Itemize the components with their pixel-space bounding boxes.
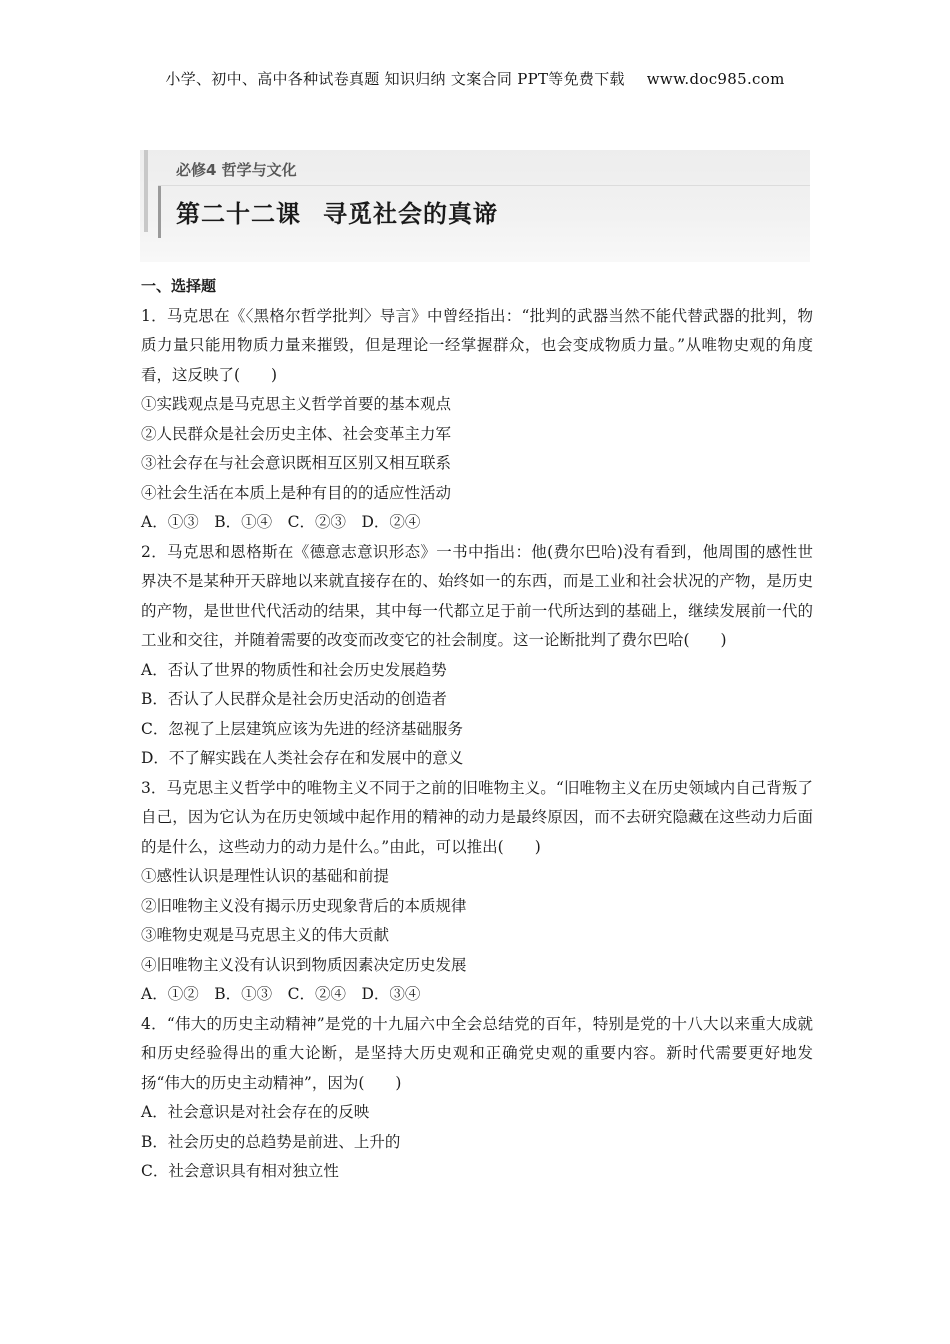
title-inner-bar [158,186,161,238]
question-1-item: ④社会生活在本质上是种有目的的适应性活动 [141,483,452,502]
site-banner [0,68,950,89]
question-1-choices: A．①③ B．①④ C．②③ D．②④ [141,513,421,531]
question-2-option: D．不了解实践在人类社会存在和发展中的意义 [141,749,464,767]
question-3-item: ③唯物史观是马克思主义的伟大贡献 [141,926,390,944]
question-3-item: ②旧唯物主义没有揭示历史现象背后的本质规律 [141,896,467,915]
question-3-item: ①感性认识是理性认识的基础和前提 [141,867,390,885]
question-3-stem: 3．马克思主义哲学中的唯物主义不同于之前的旧唯物主义。“旧唯物主义在历史领域内自己背叛了自己，因为它认为在历史领域中起作用的精神的动力是最终原因，而不去研究隐藏在这些动力后面的是什么，这些动力的动力是什么。”由此，可以推出( ) [141,778,813,856]
title-divider [158,185,810,186]
section-heading: 一、选择题 [141,277,217,295]
lesson-title-box [140,150,810,262]
lesson-name: 寻觅社会的真谛 [323,200,498,228]
question-4-stem: 4．“伟大的历史主动精神”是党的十九届六中全会总结党的百年，特别是党的十八大以来重大成就和历史经验得出的重大论断，是坚持大历史观和正确党史观的重要内容。新时代需要更好地发扬“伟大的历史主动精神”，因为( ) [141,1014,813,1092]
question-2-stem: 2．马克思和恩格斯在《德意志意识形态》一书中指出：他(费尔巴哈)没有看到，他周围的感性世界决不是某种开天辟地以来就直接存在的、始终如一的东西，而是工业和社会状况的产物，是历史的产物，是世世代代活动的结果，其中每一代都立足于前一代所达到的基础上，继续发展前一代的工业和交往，并随着需要的改变而改变它的社会制度。这一论断批判了费尔巴哈( ) [141,542,813,649]
question-2-option: B．否认了人民群众是社会历史活动的创造者 [141,690,447,708]
question-4-option: B．社会历史的总趋势是前进、上升的 [141,1132,401,1151]
question-1-stem: 1．马克思在《〈黑格尔哲学批判〉导言》中曾经指出：“批判的武器当然不能代替武器的批判，物质力量只能用物质力量来摧毁，但是理论一经掌握群众，也会变成物质力量。”从唯物史观的角度看，这反映了( ) [141,306,813,384]
question-4-option: A．社会意识是对社会存在的反映 [141,1103,370,1121]
banner-url[interactable]: www.doc985.com [646,70,785,88]
question-3-item: ④旧唯物主义没有认识到物质因素决定历史发展 [141,955,467,974]
question-3-choices: A．①② B．①③ C．②④ D．③④ [141,985,421,1003]
subject-label: 必修4 哲学与文化 [176,161,297,179]
question-2-option: A．否认了世界的物质性和社会历史发展趋势 [141,660,447,679]
lesson-title [176,194,498,229]
question-1-item: ①实践观点是马克思主义哲学首要的基本观点 [141,395,452,413]
lesson-number: 第二十二课 [176,200,301,228]
question-content [141,272,813,1187]
question-4-option: C．社会意识具有相对独立性 [141,1162,339,1180]
banner-text: 小学、初中、高中各种试卷真题 知识归纳 文案合同 PPT等免费下载 [165,70,625,88]
question-1-item: ②人民群众是社会历史主体、社会变革主力军 [141,424,452,443]
question-2-option: C．忽视了上层建筑应该为先进的经济基础服务 [141,719,463,738]
title-accent-bar [144,150,148,232]
question-1-item: ③社会存在与社会意识既相互区别又相互联系 [141,454,452,472]
